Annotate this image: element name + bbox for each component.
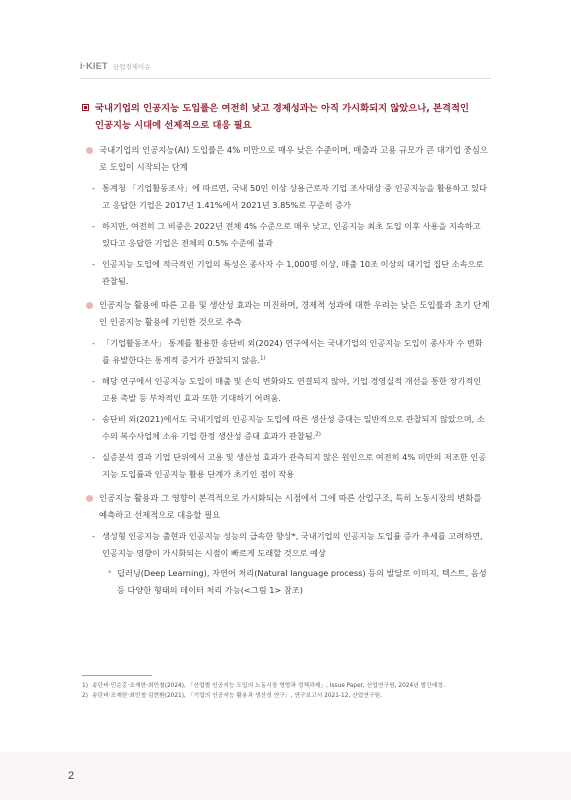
section-heading [82,100,490,134]
sub-item [82,256,490,289]
sub-item [82,335,490,368]
square-bullet-icon [82,104,89,111]
page-footer-band [0,752,571,800]
section-heading-line2: 인공지능 시대에 선제적으로 대응 필요 [95,120,252,131]
dash-icon: - [92,338,95,348]
circle-bullet-icon [86,495,93,502]
section-heading-line1: 국내기업의 인공지능 도입률은 여전히 낮고 경제성과는 아직 가시화되지 않았으나, 본격적인 [95,103,469,114]
page-header [80,60,151,72]
bullet-item [82,297,490,330]
sub-item-text: 해당 연구에서 인공지능 도입이 매출 및 손익 변화와도 연결되지 않아, 기업 경영실적 개선을 통한 장기적인 고용 촉발 등 부차적인 효과 또한 기대하기 어려움. [102,376,482,403]
main-content [82,100,490,598]
bullet-text: 인공지능 활용과 그 영향이 본격적으로 가시화되는 시점에서 그에 따른 산업구조, 특히 노동시장의 변화를 예측하고 선제적으로 대응할 필요 [99,493,482,520]
sub-item [82,373,490,406]
sub-item-text [102,335,490,368]
asterisk-icon: * [108,569,112,577]
footnote [82,691,490,701]
footnote [82,681,490,691]
dash-icon: - [92,452,95,462]
footnote-number: 2) [82,693,88,699]
footnote-text: 송단비·조재한·최민철·김현환(2021), 「기업의 인공지능 활용과 생산성 연구」, 연구보고서 2021-12, 산업연구원. [92,693,382,699]
sub-item-body: 송단비 외(2021)에서도 국내기업의 인공지능 도입에 따른 생산성 증대는 일반적으로 관찰되지 않았으며, 소수의 복수사업체 소유 기업 한정 생산성 증대 효과가 관찰됨. [102,414,485,441]
sub-item-text: 하지만, 여전히 그 비중은 2022년 전체 4% 수준으로 매우 낮고, 인공지능 최초 도입 이후 사용을 지속하고 있다고 응답한 기업은 전체의 0.5% 수준에 불과 [102,221,481,248]
sub-item [82,218,490,251]
sub-item [82,411,490,444]
circle-bullet-icon [86,302,93,309]
sub-item-text: 실증분석 결과 기업 단위에서 고용 및 생산성 효과가 관측되지 않은 원인으로 여전히 4% 미만의 저조한 인공지능 도입률과 인공지능 활용 단계가 초기인 점이 작용 [102,452,487,479]
note-text: 딥러닝(Deep Learning), 자연어 처리(Natural language process) 등의 발달로 이미지, 텍스트, 음성 등 다양한 형태의 데이터 처리 가능(<그림 1> 참조) [117,568,487,595]
circle-bullet-icon [86,147,93,154]
dash-icon: - [92,376,95,386]
footnote-divider [82,675,152,676]
footnote-number: 1) [82,683,88,689]
dash-icon: - [92,531,95,541]
bullet-item [82,490,490,523]
footnote-ref[interactable]: 2) [315,430,321,437]
footnote-ref[interactable]: 1) [259,354,266,361]
dash-icon: - [92,414,95,424]
series-title: 산업경제이슈 [112,62,151,71]
sub-item-text: 통계청 「기업활동조사」에 따르면, 국내 50인 이상 상용근로자 기업 조사대상 중 인공지능을 활용하고 있다고 응답한 기업은 2017년 1.41%에서 2021년 3.85%로 꾸준히 증가 [102,183,487,210]
sub-item [82,449,490,482]
bullet-text: 국내기업의 인공지능(AI) 도입률은 4% 미만으로 매우 낮은 수준이며, 매출과 고용 규모가 큰 대기업 중심으로 도입이 시작되는 단계 [99,145,488,172]
dash-icon: - [92,183,95,193]
kiet-logo: i·KIET [80,61,108,71]
sub-item-text [102,411,490,444]
sub-item-text: 생성형 인공지능 출현과 인공지능 성능의 급속한 향상*, 국내기업의 인공지능 도입률 증가 추세를 고려하면, 인공지능 영향이 가시화되는 시점이 빠르게 도래할 것으로 예상 [102,531,483,558]
bullet-text: 인공지능 활용에 따른 고용 및 생산성 효과는 미진하며, 경제적 성과에 대한 우려는 낮은 도입률과 초기 단계인 인공지능 활용에 기인한 것으로 추측 [99,300,490,327]
page-number: 2 [68,770,75,782]
footnote-text: 송단비·민순홍·조재한·최민철(2024), 「산업별 인공지능 도입의 노동시장 영향과 정책과제」, Issue Paper, 산업연구원, 2024년 발간예정. [92,683,445,689]
sub-item-body: 「기업활동조사」 통계를 활용한 송단비 외(2024) 연구에서는 국내기업의 인공지능 도입이 종사자 수 변화를 유발한다는 통계적 증거가 관찰되지 않음. [102,338,483,365]
footnotes [82,681,490,701]
sub-item [82,528,490,561]
dash-icon: - [92,259,95,269]
sub-item-text: 인공지능 도입에 적극적인 기업의 특성은 종사자 수 1,000명 이상, 매출 10조 이상의 대기업 집단 소속으로 관찰됨. [102,259,484,286]
bullet-item [82,142,490,175]
dash-icon: - [92,221,95,231]
note-item [82,565,490,598]
sub-item [82,180,490,213]
header-divider [80,78,491,79]
